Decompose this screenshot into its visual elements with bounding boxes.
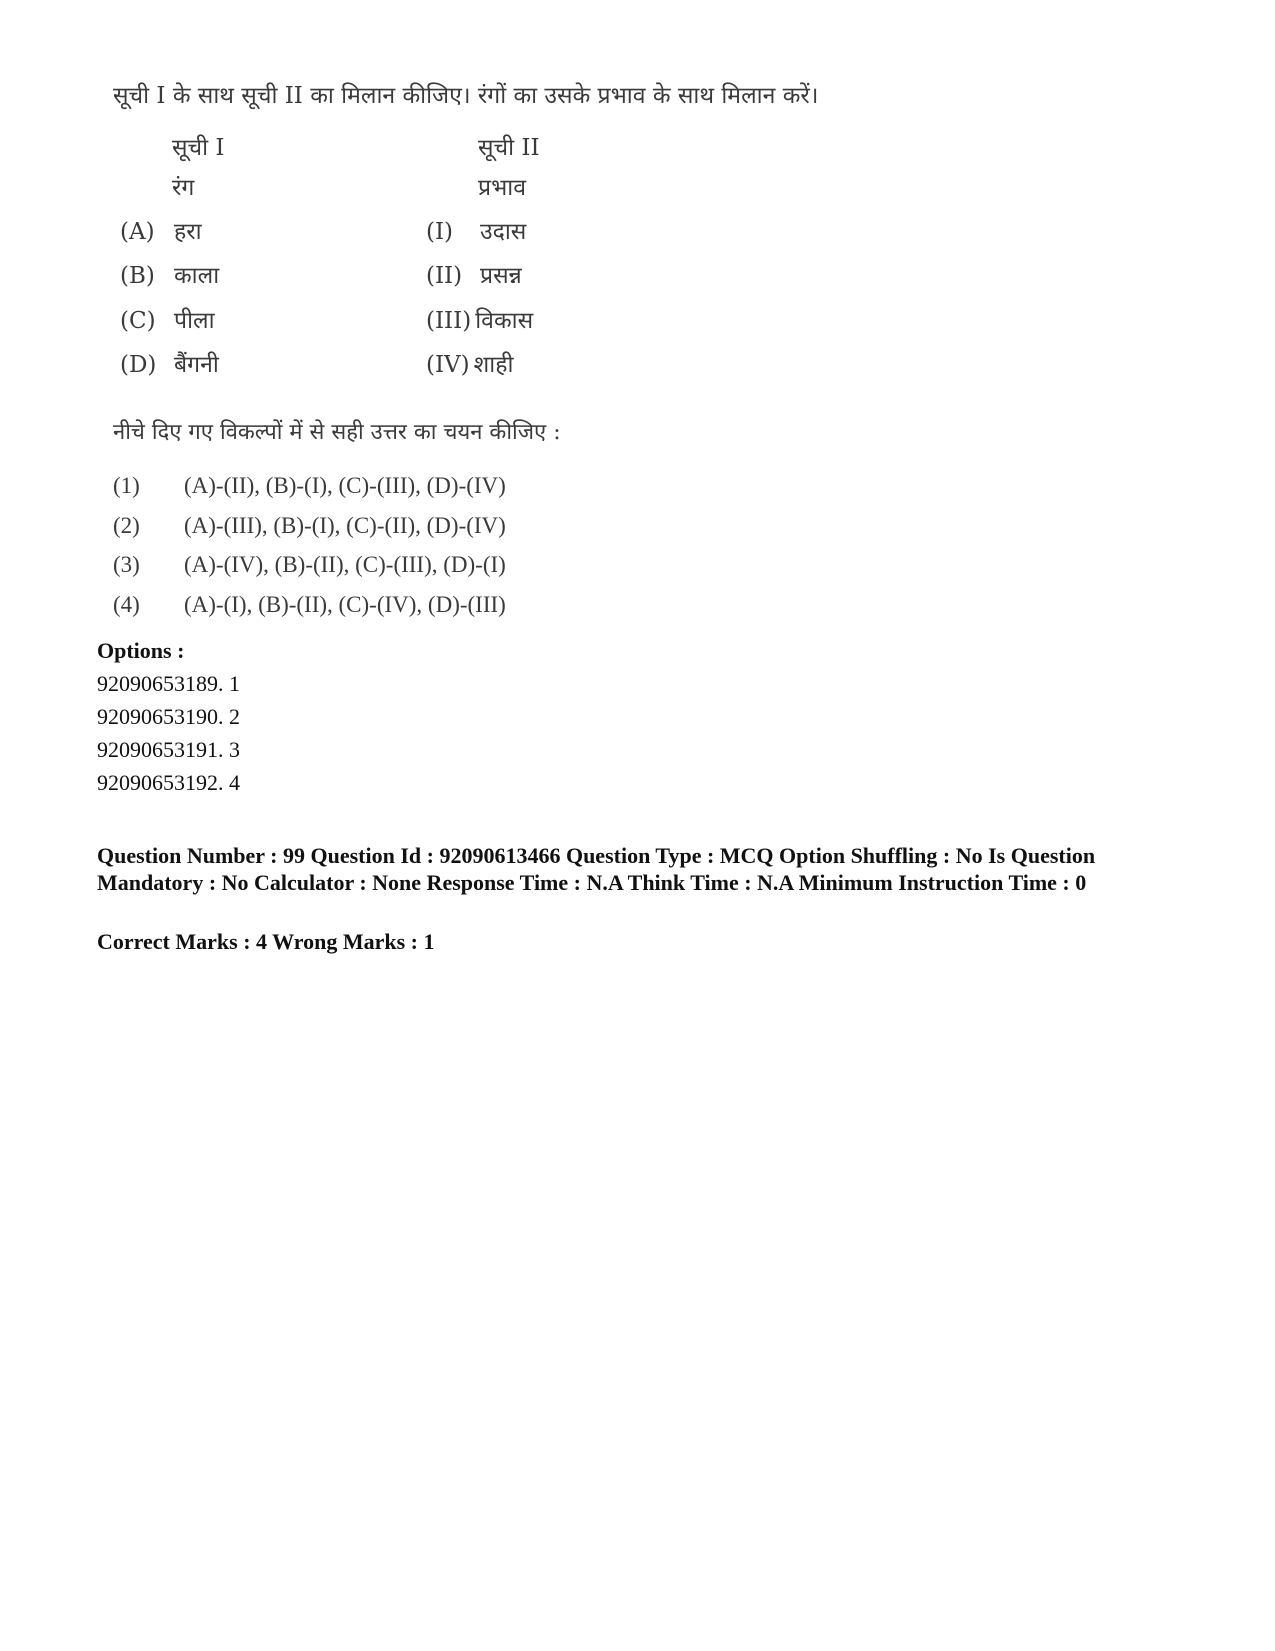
marks-info: Correct Marks : 4 Wrong Marks : 1 (97, 929, 435, 954)
list1-text: बैंगनी (174, 352, 219, 378)
list2-text: शाही (473, 352, 514, 378)
option-item: 92090653192. 4 (97, 770, 240, 795)
list1-key: (C) (120, 308, 156, 334)
choice-row (113, 513, 506, 539)
list1-subtitle: रंग (172, 175, 195, 201)
options-list (97, 634, 240, 799)
list1-item (120, 347, 219, 379)
option-item: 92090653189. 1 (97, 671, 240, 696)
options-title: Options : (97, 638, 185, 663)
list2-text: विकास (475, 308, 534, 334)
list2-title: सूची II (478, 135, 540, 161)
choice-number: (4) (113, 592, 140, 617)
list2-item (426, 214, 526, 246)
choice-number: (3) (113, 552, 140, 577)
choice-number: (2) (113, 513, 140, 538)
list2-key: (IV) (426, 352, 470, 378)
list1-item (120, 258, 219, 290)
list1-item (120, 303, 215, 335)
list1-key: (D) (120, 352, 157, 378)
option-item: 92090653191. 3 (97, 737, 240, 762)
list2-subtitle: प्रभाव (478, 175, 527, 201)
choice-row (113, 552, 506, 578)
choice-text: (A)-(I), (B)-(II), (C)-(IV), (D)-(III) (184, 592, 506, 617)
list2-key: (III) (426, 308, 472, 334)
question-meta: Question Number : 99 Question Id : 92090613466 Question Type : MCQ Option Shuffling : No Is Question Mandatory : No Calculator : None Response Time : N.A Think Time : N.A Minimum Instruction Time : 0 (97, 843, 1096, 895)
choice-text: (A)-(II), (B)-(I), (C)-(III), (D)-(IV) (184, 473, 506, 498)
list1-key: (B) (120, 263, 155, 289)
list2-item (426, 347, 513, 379)
list1-item (120, 214, 202, 246)
list1-text: पीला (174, 308, 215, 334)
list2-key: (II) (426, 263, 463, 289)
question-stem: सूची I के साथ सूची II का मिलान कीजिए। रंगों का उसके प्रभाव के साथ मिलान करें। (113, 83, 819, 109)
choice-text: (A)-(III), (B)-(I), (C)-(II), (D)-(IV) (184, 513, 506, 538)
question-image (108, 70, 1008, 650)
list2-text: उदास (480, 219, 527, 245)
choice-row (113, 592, 506, 618)
list2-text: प्रसन्न (480, 263, 522, 289)
choose-instruction: नीचे दिए गए विकल्पों में से सही उत्तर का चयन कीजिए : (113, 420, 561, 445)
list2-key: (I) (426, 219, 454, 245)
option-item: 92090653190. 2 (97, 704, 240, 729)
choice-row (113, 473, 506, 499)
choice-text: (A)-(IV), (B)-(II), (C)-(III), (D)-(I) (184, 552, 506, 577)
list1-key: (A) (120, 219, 155, 245)
list2-item (426, 258, 522, 290)
list1-text: काला (174, 263, 220, 289)
list1-title: सूची I (172, 135, 225, 161)
choice-number: (1) (113, 473, 140, 498)
list1-text: हरा (174, 219, 202, 245)
list2-item (426, 303, 533, 335)
